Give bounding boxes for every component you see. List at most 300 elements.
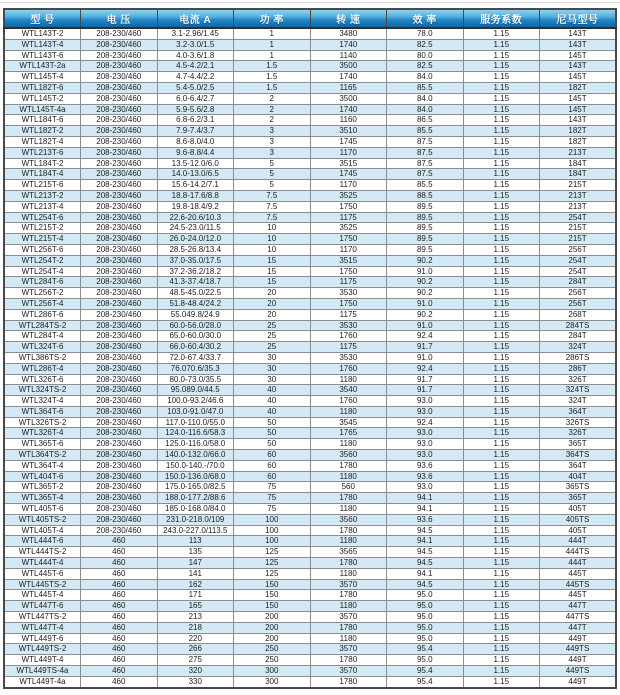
- table-cell: 364T: [540, 406, 617, 417]
- table-cell: WTL405TS-2: [4, 514, 81, 525]
- table-cell: 150.0-136.0/68.0: [157, 471, 234, 482]
- table-cell: 1.15: [463, 352, 540, 363]
- table-row: [4, 28, 616, 39]
- table-cell: 284TS: [540, 320, 617, 331]
- table-cell: 80.0: [387, 50, 464, 61]
- table-cell: 208-230/460: [81, 72, 158, 83]
- table-row: [4, 331, 616, 342]
- table-cell: 3480: [310, 28, 387, 39]
- table-cell: WTL404T-6: [4, 471, 81, 482]
- table-cell: 300: [234, 666, 311, 677]
- column-header-5: 效 率: [387, 9, 464, 28]
- table-cell: 10: [234, 244, 311, 255]
- table-cell: 90.2: [387, 277, 464, 288]
- table-cell: WTL326T-6: [4, 374, 81, 385]
- table-cell: WTL447T-6: [4, 601, 81, 612]
- table-cell: 93.0: [387, 450, 464, 461]
- table-row: [4, 223, 616, 234]
- table-cell: 365T: [540, 439, 617, 450]
- table-cell: 25: [234, 331, 311, 342]
- table-cell: 91.0: [387, 320, 464, 331]
- table-cell: 1.15: [463, 676, 540, 687]
- table-cell: 324T: [540, 396, 617, 407]
- table-row: [4, 666, 616, 677]
- table-cell: 3560: [310, 450, 387, 461]
- table-cell: 1175: [310, 309, 387, 320]
- table-cell: 1.15: [463, 190, 540, 201]
- table-cell: 1170: [310, 180, 387, 191]
- table-cell: 37.0-35.0/17.5: [157, 255, 234, 266]
- table-cell: 1.5: [234, 61, 311, 72]
- table-row: [4, 590, 616, 601]
- table-cell: 3570: [310, 644, 387, 655]
- table-cell: 326T: [540, 428, 617, 439]
- table-row: [4, 417, 616, 428]
- table-cell: 208-230/460: [81, 39, 158, 50]
- table-cell: 218: [157, 622, 234, 633]
- table-cell: WTL449TS-2: [4, 644, 81, 655]
- table-cell: 87.5: [387, 136, 464, 147]
- table-cell: 100.0-93.2/46.6: [157, 396, 234, 407]
- table-cell: WTL365T-4: [4, 493, 81, 504]
- table-cell: 449T: [540, 633, 617, 644]
- table-cell: 165: [157, 601, 234, 612]
- table-cell: WTL444TS-2: [4, 547, 81, 558]
- table-cell: 1: [234, 28, 311, 39]
- table-row: [4, 255, 616, 266]
- table-cell: 117.0-110.0/55.0: [157, 417, 234, 428]
- table-cell: 1180: [310, 601, 387, 612]
- table-cell: 1.15: [463, 622, 540, 633]
- table-cell: 1.15: [463, 61, 540, 72]
- table-row: [4, 147, 616, 158]
- table-cell: 208-230/460: [81, 482, 158, 493]
- table-cell: 3.2-3.0/1.5: [157, 39, 234, 50]
- table-cell: 1765: [310, 428, 387, 439]
- table-cell: 1.15: [463, 180, 540, 191]
- table-cell: 1.15: [463, 234, 540, 245]
- table-cell: 449TS: [540, 644, 617, 655]
- table-row: [4, 190, 616, 201]
- table-cell: 1.15: [463, 396, 540, 407]
- table-cell: 78.0: [387, 28, 464, 39]
- table-cell: 143T: [540, 61, 617, 72]
- table-cell: 2: [234, 93, 311, 104]
- table-cell: WTL324TS-2: [4, 385, 81, 396]
- table-cell: 1740: [310, 72, 387, 83]
- table-cell: 1740: [310, 39, 387, 50]
- table-cell: 256T: [540, 298, 617, 309]
- table-cell: 25: [234, 320, 311, 331]
- table-cell: 1.15: [463, 579, 540, 590]
- table-cell: 1.15: [463, 72, 540, 83]
- table-cell: 87.5: [387, 158, 464, 169]
- table-cell: WTL184T-4: [4, 169, 81, 180]
- table-cell: WTL256T-4: [4, 298, 81, 309]
- table-cell: 124.0-116.6/58.3: [157, 428, 234, 439]
- table-cell: 1780: [310, 590, 387, 601]
- table-cell: 1.15: [463, 223, 540, 234]
- table-cell: 365TS: [540, 482, 617, 493]
- table-cell: 182T: [540, 126, 617, 137]
- table-cell: WTL364TS-2: [4, 450, 81, 461]
- table-cell: 84.0: [387, 72, 464, 83]
- table-cell: 18.8-17.6/8.8: [157, 190, 234, 201]
- table-cell: WTL184T-6: [4, 115, 81, 126]
- table-cell: 300: [234, 676, 311, 687]
- table-cell: WTL143T-4: [4, 39, 81, 50]
- table-cell: 125: [234, 568, 311, 579]
- table-cell: 1.15: [463, 439, 540, 450]
- table-cell: 150: [234, 579, 311, 590]
- table-cell: WTL143T-6: [4, 50, 81, 61]
- table-cell: 3515: [310, 255, 387, 266]
- table-row: [4, 558, 616, 569]
- table-cell: 92.4: [387, 331, 464, 342]
- table-cell: 145T: [540, 104, 617, 115]
- table-cell: 447T: [540, 622, 617, 633]
- table-cell: 3570: [310, 612, 387, 623]
- table-row: [4, 622, 616, 633]
- column-header-3: 功 率: [234, 9, 311, 28]
- table-cell: 3530: [310, 320, 387, 331]
- table-cell: 55.049.8/24.9: [157, 309, 234, 320]
- table-cell: WTL284T-6: [4, 277, 81, 288]
- table-cell: 208-230/460: [81, 525, 158, 536]
- table-cell: 3540: [310, 385, 387, 396]
- table-cell: 75: [234, 493, 311, 504]
- table-cell: 50: [234, 417, 311, 428]
- table-cell: 3560: [310, 514, 387, 525]
- table-cell: 1760: [310, 331, 387, 342]
- table-cell: 1.15: [463, 568, 540, 579]
- table-cell: WTL184T-2: [4, 158, 81, 169]
- table-row: [4, 352, 616, 363]
- table-cell: 88.5: [387, 190, 464, 201]
- table-cell: 405T: [540, 525, 617, 536]
- table-cell: 1180: [310, 374, 387, 385]
- table-cell: 125.0-116.0/58.0: [157, 439, 234, 450]
- table-cell: 3.1-2.96/1.45: [157, 28, 234, 39]
- table-cell: 93.0: [387, 396, 464, 407]
- table-row: [4, 72, 616, 83]
- table-cell: 460: [81, 579, 158, 590]
- table-cell: 95.0: [387, 633, 464, 644]
- table-cell: 60: [234, 460, 311, 471]
- table-cell: 364TS: [540, 450, 617, 461]
- table-cell: 135: [157, 547, 234, 558]
- table-cell: WTL254T-4: [4, 266, 81, 277]
- table-cell: 254T: [540, 212, 617, 223]
- table-cell: 20: [234, 288, 311, 299]
- table-row: [4, 676, 616, 687]
- table-cell: 89.5: [387, 244, 464, 255]
- table-cell: WTL449TS-4a: [4, 666, 81, 677]
- table-cell: 208-230/460: [81, 460, 158, 471]
- table-cell: 208-230/460: [81, 471, 158, 482]
- table-cell: 145T: [540, 72, 617, 83]
- table-cell: 1.15: [463, 590, 540, 601]
- table-cell: 405T: [540, 504, 617, 515]
- table-cell: 208-230/460: [81, 147, 158, 158]
- table-row: [4, 568, 616, 579]
- table-row: [4, 244, 616, 255]
- table-cell: 3525: [310, 223, 387, 234]
- table-row: [4, 93, 616, 104]
- table-cell: 4.5-4.2/2.1: [157, 61, 234, 72]
- table-cell: 50: [234, 439, 311, 450]
- table-row: [4, 320, 616, 331]
- column-header-6: 服务系数: [463, 9, 540, 28]
- table-cell: 1780: [310, 622, 387, 633]
- table-cell: 460: [81, 601, 158, 612]
- table-row: [4, 309, 616, 320]
- table-cell: 208-230/460: [81, 342, 158, 353]
- table-cell: 141: [157, 568, 234, 579]
- table-cell: 100: [234, 536, 311, 547]
- table-cell: WTL286T-6: [4, 309, 81, 320]
- table-cell: 90.2: [387, 255, 464, 266]
- table-cell: 95.0: [387, 612, 464, 623]
- table-cell: 84.0: [387, 93, 464, 104]
- table-cell: 60: [234, 471, 311, 482]
- table-cell: 1780: [310, 525, 387, 536]
- table-cell: 3: [234, 147, 311, 158]
- table-cell: 1780: [310, 558, 387, 569]
- table-row: [4, 277, 616, 288]
- table-cell: 1.15: [463, 450, 540, 461]
- table-cell: 1160: [310, 115, 387, 126]
- table-cell: 3525: [310, 190, 387, 201]
- table-cell: 150: [234, 590, 311, 601]
- table-cell: 40: [234, 406, 311, 417]
- table-cell: 405TS: [540, 514, 617, 525]
- table-cell: 208-230/460: [81, 450, 158, 461]
- table-cell: 25: [234, 342, 311, 353]
- table-cell: 1165: [310, 82, 387, 93]
- table-cell: 268T: [540, 309, 617, 320]
- table-cell: 1: [234, 50, 311, 61]
- table-cell: 90.2: [387, 309, 464, 320]
- table-cell: WTL145T-4: [4, 72, 81, 83]
- table-cell: 95.4: [387, 644, 464, 655]
- table-cell: 1140: [310, 50, 387, 61]
- table-cell: 82.5: [387, 39, 464, 50]
- table-cell: 93.6: [387, 471, 464, 482]
- table-cell: 1780: [310, 655, 387, 666]
- table-cell: 72.0-67.4/33.7: [157, 352, 234, 363]
- table-cell: 208-230/460: [81, 104, 158, 115]
- table-cell: 184T: [540, 158, 617, 169]
- table-cell: 1750: [310, 266, 387, 277]
- table-cell: 93.0: [387, 406, 464, 417]
- table-cell: 40: [234, 385, 311, 396]
- table-cell: 40: [234, 396, 311, 407]
- table-cell: 94.5: [387, 547, 464, 558]
- table-cell: 1780: [310, 676, 387, 687]
- table-row: [4, 428, 616, 439]
- table-cell: 150.0-140.-/70.0: [157, 460, 234, 471]
- table-cell: 93.0: [387, 428, 464, 439]
- table-cell: 1.15: [463, 460, 540, 471]
- table-cell: 3565: [310, 547, 387, 558]
- table-cell: 256T: [540, 288, 617, 299]
- table-cell: WTL324T-6: [4, 342, 81, 353]
- table-cell: 1750: [310, 234, 387, 245]
- table-cell: 364T: [540, 460, 617, 471]
- table-cell: 208-230/460: [81, 374, 158, 385]
- table-row: [4, 298, 616, 309]
- table-cell: 1.15: [463, 244, 540, 255]
- table-row: [4, 547, 616, 558]
- table-cell: 2: [234, 115, 311, 126]
- table-cell: 94.1: [387, 536, 464, 547]
- table-cell: 1.15: [463, 514, 540, 525]
- table-cell: 449T: [540, 676, 617, 687]
- table-cell: 95.4: [387, 666, 464, 677]
- table-cell: 15: [234, 255, 311, 266]
- table-cell: WTL256T-6: [4, 244, 81, 255]
- table-cell: WTL447T-4: [4, 622, 81, 633]
- table-row: [4, 385, 616, 396]
- table-cell: 5.9-5.6/2.8: [157, 104, 234, 115]
- table-cell: 213T: [540, 147, 617, 158]
- table-cell: 1.15: [463, 136, 540, 147]
- table-cell: 1.15: [463, 331, 540, 342]
- table-cell: 1.15: [463, 126, 540, 137]
- table-cell: 250: [234, 644, 311, 655]
- table-cell: 92.4: [387, 417, 464, 428]
- table-cell: 87.5: [387, 147, 464, 158]
- table-cell: 208-230/460: [81, 493, 158, 504]
- table-cell: 208-230/460: [81, 406, 158, 417]
- table-cell: WTL449T-4a: [4, 676, 81, 687]
- table-cell: 76.070.6/35.3: [157, 363, 234, 374]
- table-cell: 91.0: [387, 266, 464, 277]
- table-row: [4, 406, 616, 417]
- table-cell: 24.5-23.0/11.5: [157, 223, 234, 234]
- table-cell: 90.2: [387, 288, 464, 299]
- table-cell: 94.5: [387, 579, 464, 590]
- table-cell: 1.15: [463, 374, 540, 385]
- table-cell: 2: [234, 104, 311, 115]
- table-cell: 10: [234, 223, 311, 234]
- column-header-0: 型 号: [4, 9, 81, 28]
- table-cell: 9.6-8.8/4.4: [157, 147, 234, 158]
- table-cell: 286TS: [540, 352, 617, 363]
- table-cell: 1.15: [463, 158, 540, 169]
- table-row: [4, 493, 616, 504]
- table-row: [4, 655, 616, 666]
- table-cell: 1.15: [463, 612, 540, 623]
- table-row: [4, 126, 616, 137]
- table-cell: 284T: [540, 277, 617, 288]
- table-cell: 143T: [540, 39, 617, 50]
- table-row: [4, 612, 616, 623]
- table-cell: 113: [157, 536, 234, 547]
- table-cell: 266: [157, 644, 234, 655]
- table-cell: 10: [234, 234, 311, 245]
- table-cell: 30: [234, 363, 311, 374]
- table-cell: 1.15: [463, 39, 540, 50]
- table-cell: 1.5: [234, 82, 311, 93]
- table-cell: WTL143T-2a: [4, 61, 81, 72]
- table-cell: WTL213T-4: [4, 201, 81, 212]
- table-cell: 208-230/460: [81, 136, 158, 147]
- table-cell: 208-230/460: [81, 169, 158, 180]
- table-cell: 1.15: [463, 50, 540, 61]
- table-cell: 19.8-18.4/9.2: [157, 201, 234, 212]
- table-row: [4, 460, 616, 471]
- table-cell: WTL449T-4: [4, 655, 81, 666]
- table-cell: 460: [81, 568, 158, 579]
- table-cell: 140.0-132.0/66.0: [157, 450, 234, 461]
- table-cell: 93.6: [387, 460, 464, 471]
- table-cell: 82.5: [387, 61, 464, 72]
- table-cell: 75: [234, 482, 311, 493]
- table-cell: WTL447TS-2: [4, 612, 81, 623]
- table-cell: 1.15: [463, 93, 540, 104]
- table-cell: 560: [310, 482, 387, 493]
- table-cell: WTL213T-2: [4, 190, 81, 201]
- table-cell: 1760: [310, 396, 387, 407]
- table-cell: WTL405T-6: [4, 504, 81, 515]
- table-cell: 85.5: [387, 82, 464, 93]
- table-row: [4, 644, 616, 655]
- table-cell: 208-230/460: [81, 223, 158, 234]
- table-cell: 215T: [540, 180, 617, 191]
- table-cell: 1.15: [463, 28, 540, 39]
- table-cell: 60: [234, 450, 311, 461]
- table-cell: 15: [234, 266, 311, 277]
- table-cell: 1745: [310, 169, 387, 180]
- table-cell: WTL365T-6: [4, 439, 81, 450]
- table-cell: 94.1: [387, 493, 464, 504]
- table-cell: 93.0: [387, 439, 464, 450]
- table-row: [4, 115, 616, 126]
- table-cell: 1180: [310, 504, 387, 515]
- table-cell: 3530: [310, 352, 387, 363]
- table-cell: 22.6-20.6/10.3: [157, 212, 234, 223]
- table-row: [4, 633, 616, 644]
- table-cell: 7.5: [234, 201, 311, 212]
- table-cell: 94.5: [387, 558, 464, 569]
- table-cell: 460: [81, 536, 158, 547]
- table-cell: 208-230/460: [81, 309, 158, 320]
- table-cell: 3545: [310, 417, 387, 428]
- table-cell: 1180: [310, 568, 387, 579]
- table-cell: 1.15: [463, 428, 540, 439]
- table-row: [4, 579, 616, 590]
- table-cell: WTL445TS-2: [4, 579, 81, 590]
- table-cell: 447TS: [540, 612, 617, 623]
- table-row: [4, 104, 616, 115]
- table-cell: 7.9-7.4/3.7: [157, 126, 234, 137]
- table-cell: 1.15: [463, 298, 540, 309]
- table-cell: 208-230/460: [81, 201, 158, 212]
- table-cell: 1.15: [463, 406, 540, 417]
- table-cell: WTL215T-2: [4, 223, 81, 234]
- table-cell: 447T: [540, 601, 617, 612]
- column-header-7: 尼马型号: [540, 9, 617, 28]
- table-cell: 254T: [540, 255, 617, 266]
- table-cell: 1.15: [463, 212, 540, 223]
- table-cell: 208-230/460: [81, 28, 158, 39]
- table-cell: 460: [81, 633, 158, 644]
- table-cell: 182T: [540, 82, 617, 93]
- table-cell: 15: [234, 277, 311, 288]
- table-cell: 215T: [540, 234, 617, 245]
